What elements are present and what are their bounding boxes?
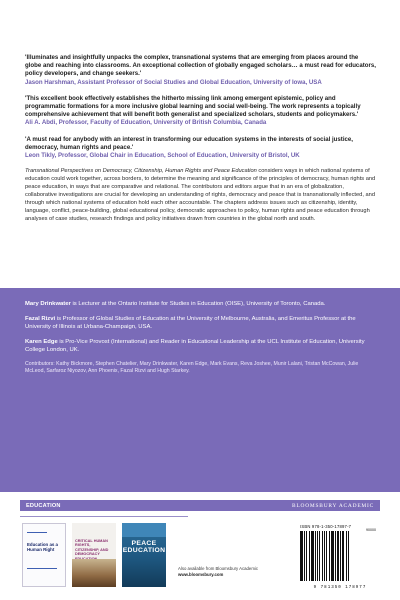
related-book-cover (122, 523, 166, 587)
related-titles (20, 516, 188, 586)
book-title-italic: Transnational Perspectives on Democracy, Citizenship, Human Rights and Peace Education (25, 168, 257, 175)
price-addon: 90000 (366, 528, 376, 532)
cover-photo (122, 523, 166, 537)
related-book-title: CRITICAL HUMAN RIGHTS, CITIZENSHIP, AND DEMOCRACY (75, 539, 109, 557)
quote-author: Ali A. Abdi, Professor, Faculty of Education, University of British Columbia, Canada (25, 119, 267, 127)
quote-text: 'Illuminates and insightfully unpacks the complex, transnational systems that are emerging from places around the globe and reaching into classrooms. An exceptional collection of globally engaged scholars… a must read for educators, policy developers, and change seekers.' (25, 54, 376, 78)
editor-name: Karen Edge (25, 339, 58, 345)
endorsement-quote (25, 136, 376, 161)
category-label: EDUCATION (26, 502, 61, 509)
editor-bio-text: is Pro-Vice Provost (International) and Reader in Educational Leadership at the UCL Institute of Education, University College London, UK. (25, 339, 365, 353)
isbn-label: ISBN 978-1-350-17897-7 (300, 524, 352, 529)
barcode-stripe (349, 531, 350, 581)
editor-name: Mary Drinkwater (25, 301, 71, 307)
related-book-title: Education as a Human Right (27, 542, 58, 552)
related-book-title: PEACE EDUCATION (122, 540, 166, 555)
category-bar (20, 500, 380, 511)
endorsement-quote (25, 95, 376, 128)
endorsement-quote (25, 54, 376, 87)
cover-decoration (27, 568, 57, 569)
editor-name: Fazal Rizvi (25, 316, 56, 322)
editor-bio (25, 338, 376, 354)
also-available-text: Also available from Bloomsbury Academic (178, 566, 259, 571)
related-book-cover (22, 523, 66, 587)
editors-band (0, 288, 400, 492)
endorsements-section (0, 0, 400, 288)
editor-bio-text: is Lecturer at the Ontario Institute for Studies in Education (OISE), University of Toronto, Canada. (70, 301, 326, 307)
also-available (178, 566, 268, 577)
publisher-website: www.bloomsbury.com (178, 571, 224, 577)
isbn-barcode (300, 524, 380, 590)
quote-author: Leon Tikly, Professor, Global Chair in Education, School of Education, University of Bristol, UK (25, 152, 300, 160)
cover-photo (72, 559, 116, 587)
barcode-bars (300, 531, 380, 581)
quote-author: Jason Harshman, Assistant Professor of Social Studies and Global Education, University of Iowa, USA (25, 78, 322, 86)
cover-decoration (27, 532, 47, 533)
barcode-number: 9 781350 178977 (313, 586, 367, 590)
quote-text: 'This excellent book effectively establishes the hitherto missing link among emergent epistemic, policy and programmatic formations for a more inclusive global learning and social well-being. The work represents a topically comprehensive achievement that will benefit both generalist and specialized scholars, students and policymakers.' (25, 94, 361, 119)
editor-bio (25, 300, 376, 308)
cover-footer (0, 492, 400, 600)
editor-bio (25, 315, 376, 331)
publisher-name: BLOOMSBURY ACADEMIC (292, 502, 374, 509)
description-body: considers ways in which national systems of education could work together, across borders, to determine the meaning and significance of the principles of democracy, human rights and peace education, in ways that are comparative and relational. The contributors and editors argue that in an era of globalization, collaborative investigations are crucial for developing an understanding of rights, democracy and peace that is transnationally inflected, and through which national systems of education hold each other accountable. The chapters address issues such as citizenship, identity, language, conflict, peace-building, global educational policy, democratic approaches to policy, human rights and peace education through analyses of case studies, research findings and policy initiatives drawn from countries in the global north and south. (25, 168, 376, 222)
editor-bio-text: is Professor of Global Studies of Education at the University of Melbourne, Australia, and Emeritus Professor at the University of Illinois at Urbana-Champaign, USA. (25, 316, 356, 330)
quote-text: 'A must read for anybody with an interest in transforming our education systems in the interests of social justice, democracy, human rights and peace.' (25, 135, 353, 151)
book-description (25, 168, 376, 223)
related-book-cover (72, 523, 116, 587)
contributors-list: Contributors: Kathy Bickmore, Stephen Chatelier, Mary Drinkwater, Karen Edge, Mark Evans, Reva Joshee, Munir Lalani, Tristan McCowan, Julie McLeod, Sarfaroz Niyozov, Ann Phoenix, Fazal Rizvi and Hugh Starkey. (25, 361, 359, 375)
